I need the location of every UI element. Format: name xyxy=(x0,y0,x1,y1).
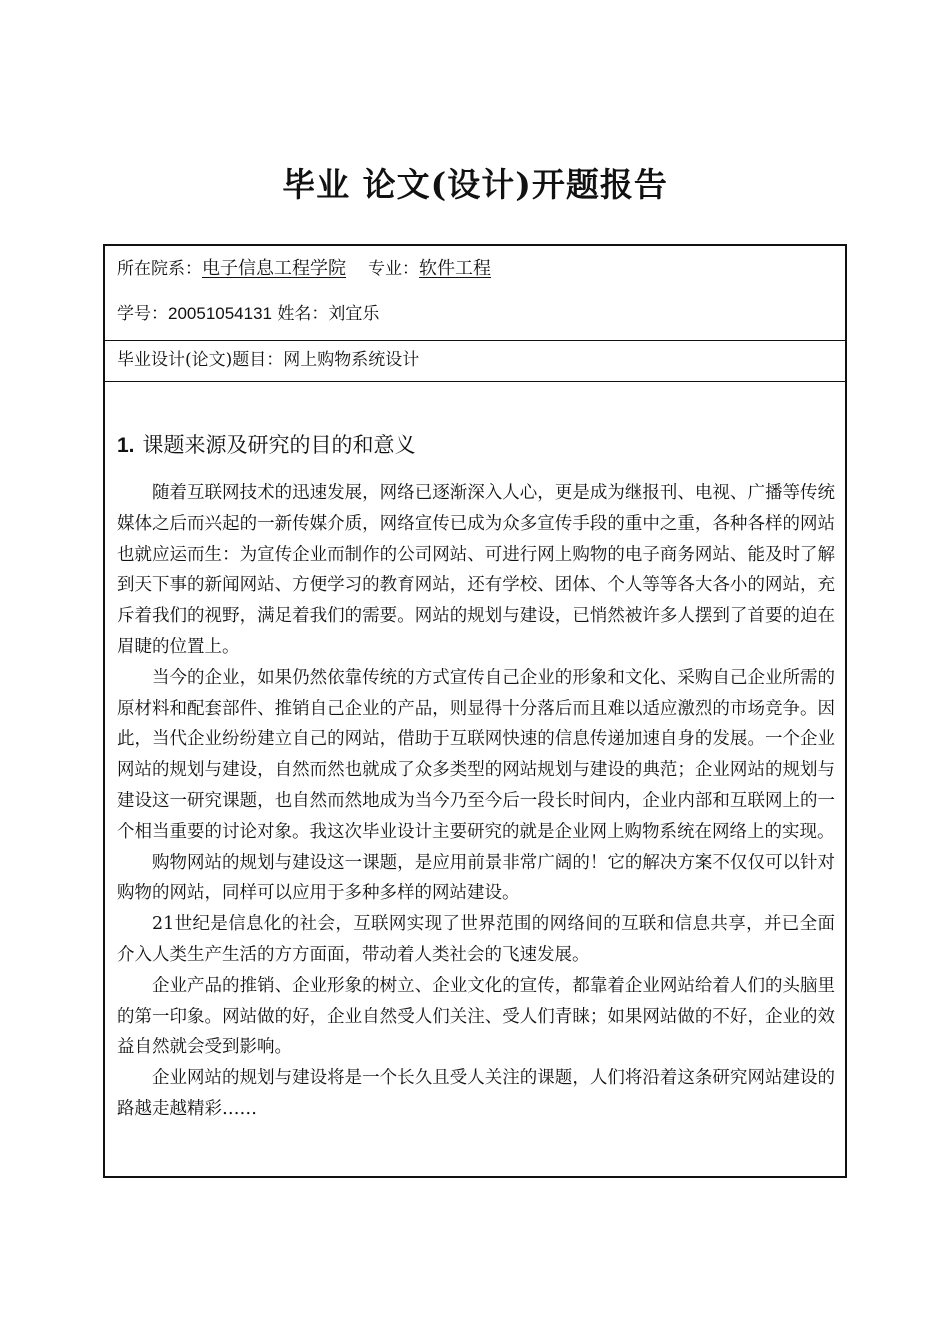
section-number: 1. xyxy=(117,434,135,457)
body-paragraph: 企业产品的推销、企业形象的树立、企业文化的宣传，都靠着企业网站给着人们的头脑里的第一印象。网站做的好，企业自然受人们关注、受人们青睐；如果网站做的不好，企业的效益自然就会受到影响。 xyxy=(117,975,835,1058)
topic-row xyxy=(117,348,419,372)
section-body xyxy=(117,478,835,1125)
body-paragraph: 企业网站的规划与建设将是一个长久且受人关注的课题，人们将沿着这条研究网站建设的路越走越精彩…… xyxy=(117,1068,835,1119)
name-label: 姓名： xyxy=(277,304,329,324)
major-value: 软件工程 xyxy=(419,258,491,279)
student-info-row xyxy=(117,302,379,326)
topic-label: 毕业设计(论文)题目： xyxy=(117,350,284,370)
body-paragraph: 随着互联网技术的迅速发展，网络已逐渐深入人心，更是成为继报刊、电视、广播等传统媒体之后而兴起的一新传媒介质，网络宣传已成为众多宣传手段的重中之重，各种各样的网站也就应运而生：为宣传企业而制作的公司网站、可进行网上购物的电子商务网站、能及时了解到天下事的新闻网站、方便学习的教育网站，还有学校、团体、个人等等各大各小的网站，充斥着我们的视野，满足着我们的需要。网站的规划与建设，已悄然被许多人摆到了首要的迫在眉睫的位置上。 xyxy=(117,483,835,657)
department-major-row xyxy=(117,257,491,281)
student-id-label: 学号： xyxy=(117,304,168,324)
major-label: 专业： xyxy=(368,259,419,279)
student-id-value: 20051054131 xyxy=(168,304,273,323)
table-divider xyxy=(105,381,845,382)
table-divider xyxy=(105,340,845,341)
section-title: 课题来源及研究的目的和意义 xyxy=(142,433,416,457)
body-paragraph: 购物网站的规划与建设这一课题，是应用前景非常广阔的！它的解决方案不仅仅可以针对购物的网站，同样可以应用于多种多样的网站建设。 xyxy=(117,852,835,904)
body-paragraph: 21世纪是信息化的社会，互联网实现了世界范围的网络间的互联和信息共享，并已全面介入人类生产生活的方方面面，带动着人类社会的飞速发展。 xyxy=(117,914,835,965)
topic-value: 网上购物系统设计 xyxy=(283,350,420,370)
section-heading xyxy=(117,430,416,461)
department-label: 所在院系： xyxy=(117,259,202,279)
name-value: 刘宜乐 xyxy=(328,304,380,324)
page-title: 毕业 论文(设计)开题报告 xyxy=(282,165,668,204)
department-value: 电子信息工程学院 xyxy=(202,258,346,279)
body-paragraph: 当今的企业，如果仍然依靠传统的方式宣传自己企业的形象和文化、采购自己企业所需的原材料和配套部件、推销自己企业的产品，则显得十分落后而且难以适应激烈的市场竞争。因此，当代企业纷纷建立自己的网站，借助于互联网快速的信息传递加速自身的发展。一个企业网站的规划与建设，自然而然也就成了众多类型的网站规划与建设的典范；企业网站的规划与建设这一研究课题，也自然而然地成为当今乃至今后一段长时间内，企业内部和互联网上的一个相当重要的讨论对象。我这次毕业设计主要研究的就是企业网上购物系统在网络上的实现。 xyxy=(117,667,835,842)
proposal-form-table xyxy=(103,244,847,1178)
